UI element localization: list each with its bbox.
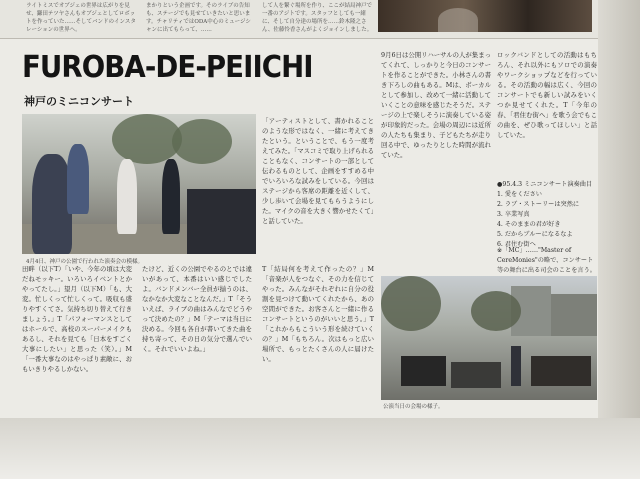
photo-building: [551, 294, 597, 336]
photo-person: [117, 159, 137, 234]
photo-tree: [381, 276, 441, 331]
strip-text-left: ライトミスでオブジェの世界は広がりを見せ、鎌田テツヤさんもオブジェとしてロボットを作っていた……そしてバンドのインスタレーションの世界へ。: [26, 3, 136, 33]
article-column-1-top: 「アーティストとして、書かれることのような形ではなく、一緒に考えてきたという。ということで、もう一度考えてみた。「マスコミで取り上げられることもなく、コンサートの一部として伝わるものとして、企画をすすめる中でいろいろな試みをしている。今回はステージから客席の距離を近くして、少し歩いて会場を見てもらうようにした。マイクの音を大きく響かせたくて」と話していた。: [262, 117, 374, 225]
setlist-item: 6. 君住む街へ: [497, 241, 536, 248]
photo-stage-equipment: [187, 189, 256, 254]
article-column-5: ロックバンドとしての活動はもちろん、それ以外にもソロでの演奏やワークショップなどを行っている。その活動の幅は広く、今回のコンサートでも新しい試みをいくつか見せてくれた。T「今年の春、「君住む街へ」を歌う会でもこの曲を、ぜひ歌ってほしい」と話していた。: [497, 51, 597, 139]
photo-person: [32, 154, 72, 254]
photo-equipment: [451, 362, 501, 388]
photo-tree: [471, 291, 521, 331]
article-column-4: 9月6日は公開リハーサルの人が集まってくれて、しっかりと今日のコンサートを作ることができた。小林さんの書き下ろしの曲もある。Mは、ボーカルとして参加し、改めて一緒に活動していくことの意味を感じたそうだ。ステージの上で楽しそうに演奏している姿が印象的だった。会場の周辺には近所の人たちも集まり、子どもたちが走り回る中で、ゆったりとした時間が流れていた。: [381, 51, 491, 159]
page-fold: [0, 418, 640, 479]
article-column-2-bottom: たけど、近くの公園でやるのとでは違いがあって、本番はいい感じでしたよ。バンドメンバー全員が揃うのは、なかなか大変なことなんだ。」T「そういえば、ライブの曲はみんなでどうやって決めたの？」M「テーマは当日に決める。今回も各自が書いてきた曲を持ち寄って、その日の気分で選んでいく。それでいいよね。」: [142, 265, 252, 353]
photo-tree: [172, 119, 232, 164]
article-subtitle: 神戸のミニコンサート: [24, 95, 134, 108]
photo-person: [67, 144, 89, 214]
strip-text-mid: まかりという企画です。そのライブの告知も、ステージでも見せていきたいと思います。チャリティではODA中心のミュージシャンに出てもらって、……: [146, 3, 251, 33]
concert-photo-2: [381, 276, 597, 400]
mc-footnote: ※「MC」……"Master of CereMonies"の略で、コンサート等の舞台に出る司会のことを言う。: [497, 247, 596, 274]
setlist-item: 4. そのままの君が好き: [497, 221, 561, 228]
setlist-item: 5. だからブルーになるなよ: [497, 231, 573, 238]
photo1-caption: 4月4日、神戸の公園で行われた演奏会の模様。: [26, 259, 144, 265]
setlist-item: 1. 愛をください: [497, 191, 542, 198]
setlist-heading: ●95.4.3 ミニコンサート演奏曲目: [497, 181, 593, 188]
next-page-edge: [598, 0, 640, 479]
photo-person: [511, 346, 521, 386]
article-title: FUROBA-DE-PEIICHI: [22, 50, 313, 85]
photo-equipment: [531, 356, 591, 386]
setlist: [497, 180, 597, 250]
photo-speaker: [401, 356, 446, 386]
previous-article-photo: [378, 0, 592, 32]
previous-article-strip: [0, 0, 640, 39]
article-column-1-bottom: 田畔（以下T）「いや、今年の頃は大変だねモッキー。いろいろイベントとかやってたし。」望月（以下M）「も、大変。忙しくって忙しくって。吸収も盛りやすくてさ。気持ち切り替えて行きましょう。」T「パフォーマンスとしてはホールで、高校のスーパーメイクもあるし、それを見ても「日本をすごく大事にしたい」と思った（笑）。」M「一番大事なのはやっぱり素敵に、おもいきりやるしかない。: [22, 265, 132, 373]
strip-text-right: して人を繋ぐ場所を作り、ここが結局神戸で一番のアジトです。スタッフとしても一緒に、そして自分達の場所を……鈴木隆之さん、佐藤怜香さんがよくジョインしました。: [262, 3, 373, 33]
concert-photo-1: [22, 114, 256, 254]
setlist-item: 2. ラブ・ストーリーは突然に: [497, 201, 580, 208]
photo-person: [162, 159, 180, 234]
article-column-3: T「結局何を考えて作ったの？」M「音楽が人をつなぐ、その力を信じてやった。みんながそれぞれに自分の役割を見つけて動いてくれたから、あの空間ができた。お客さんと一緒に作るコンサートというのがいいと思う。」T「これからもこういう形を続けていくの？」M「もちろん。次はもっと広い場所で、もっとたくさんの人に届けたい。: [262, 265, 374, 363]
photo2-caption: 公演当日の会場の様子。: [383, 404, 444, 410]
setlist-item: 3. 卒業写真: [497, 211, 530, 218]
